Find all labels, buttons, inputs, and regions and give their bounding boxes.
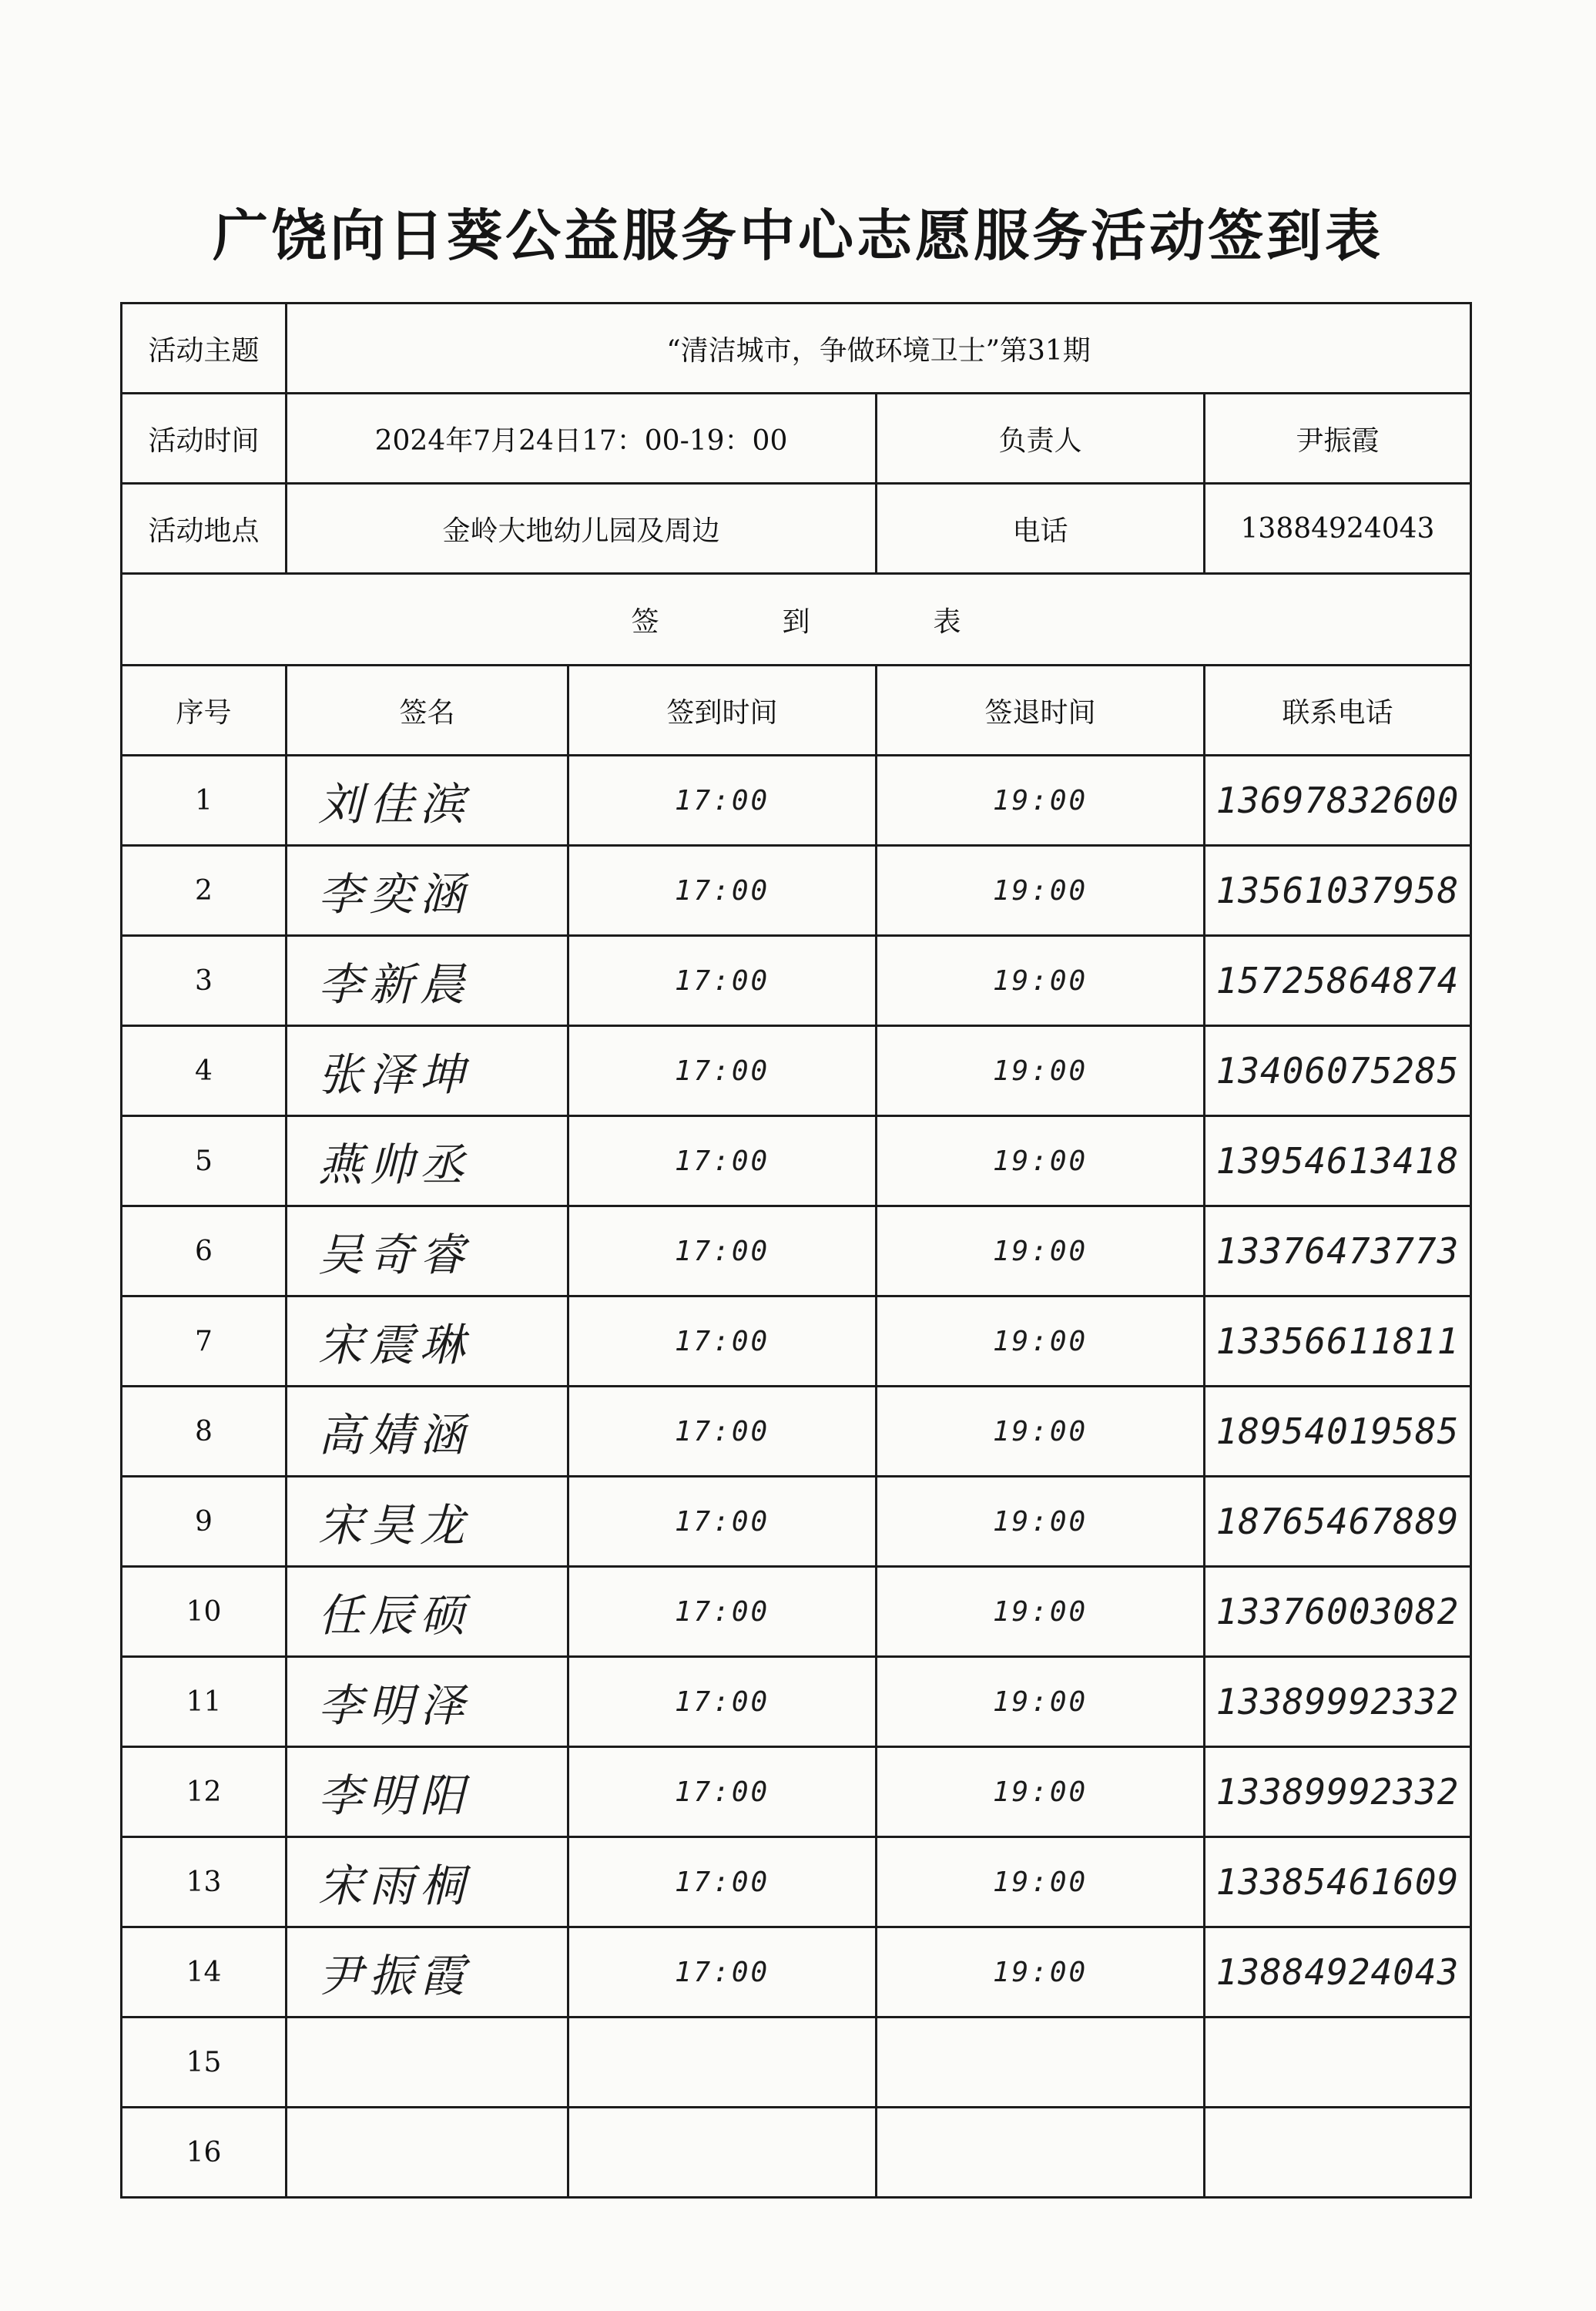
sign-in-time: 17:00: [568, 1567, 877, 1657]
sign-in-time: 17:00: [568, 1927, 877, 2018]
col-header-in: 签到时间: [568, 666, 877, 756]
row-number: 15: [122, 2018, 287, 2108]
leader-value: 尹振霞: [1205, 394, 1471, 484]
sign-in-time: 17:00: [568, 756, 877, 846]
row-number: 7: [122, 1296, 287, 1387]
signature: 刘佳滨: [287, 756, 568, 846]
row-number: 10: [122, 1567, 287, 1657]
place-row: [122, 484, 1471, 574]
table-row: [122, 2018, 1471, 2108]
row-number: 11: [122, 1657, 287, 1747]
contact-phone: 13389992332: [1205, 1657, 1471, 1747]
place-value: 金岭大地幼儿园及周边: [287, 484, 877, 574]
contact-phone: 13561037958: [1205, 846, 1471, 936]
contact-phone: 15725864874: [1205, 936, 1471, 1026]
col-header-out: 签退时间: [877, 666, 1205, 756]
table-row: [122, 1927, 1471, 2018]
signature: 尹振霞: [287, 1927, 568, 2018]
table-row: [122, 1206, 1471, 1296]
row-number: 2: [122, 846, 287, 936]
table-row: [122, 1477, 1471, 1567]
sign-out-time: 19:00: [877, 1747, 1205, 1837]
page-title: 广饶向日葵公益服务中心志愿服务活动签到表: [212, 203, 1383, 268]
signature: 宋雨桐: [287, 1837, 568, 1927]
sign-in-sheet: [120, 302, 1472, 2199]
row-number: 3: [122, 936, 287, 1026]
signature: 任辰硕: [287, 1567, 568, 1657]
sign-in-time: 17:00: [568, 1747, 877, 1837]
sign-in-time: 17:00: [568, 1477, 877, 1567]
sign-in-rows: [122, 756, 1471, 2198]
contact-phone: 13376003082: [1205, 1567, 1471, 1657]
sign-out-time: 19:00: [877, 1296, 1205, 1387]
theme-label: 活动主题: [122, 304, 287, 394]
section-row: [122, 574, 1471, 666]
table-row: [122, 1296, 1471, 1387]
contact-phone: 13697832600: [1205, 756, 1471, 846]
table-row: [122, 1837, 1471, 1927]
sign-out-time: 19:00: [877, 1116, 1205, 1206]
sign-in-time: [568, 2018, 877, 2108]
signature: 李新晨: [287, 936, 568, 1026]
row-number: 4: [122, 1026, 287, 1116]
contact-phone: 13376473773: [1205, 1206, 1471, 1296]
signature: 李奕涵: [287, 846, 568, 936]
sign-out-time: 19:00: [877, 846, 1205, 936]
signature: 宋震琳: [287, 1296, 568, 1387]
sign-in-time: 17:00: [568, 1837, 877, 1927]
table-row: [122, 1116, 1471, 1206]
contact-phone: 13356611811: [1205, 1296, 1471, 1387]
sign-in-time: 17:00: [568, 936, 877, 1026]
phone-label: 电话: [877, 484, 1205, 574]
sign-in-time: 17:00: [568, 1296, 877, 1387]
row-number: 8: [122, 1387, 287, 1477]
theme-row: [122, 304, 1471, 394]
sign-in-time: [568, 2108, 877, 2198]
signature: 张泽坤: [287, 1026, 568, 1116]
sign-in-time: 17:00: [568, 1206, 877, 1296]
sign-out-time: 19:00: [877, 1026, 1205, 1116]
row-number: 12: [122, 1747, 287, 1837]
table-row: [122, 1567, 1471, 1657]
col-header-name: 签名: [287, 666, 568, 756]
table-row: [122, 2108, 1471, 2198]
contact-phone: 13385461609: [1205, 1837, 1471, 1927]
row-number: 9: [122, 1477, 287, 1567]
time-label: 活动时间: [122, 394, 287, 484]
sign-out-time: [877, 2018, 1205, 2108]
signature: 李明泽: [287, 1657, 568, 1747]
row-number: 5: [122, 1116, 287, 1206]
table-row: [122, 1387, 1471, 1477]
sign-out-time: 19:00: [877, 1477, 1205, 1567]
row-number: 6: [122, 1206, 287, 1296]
section-title: 签到表: [122, 574, 1471, 666]
signature: 燕帅丞: [287, 1116, 568, 1206]
row-number: 1: [122, 756, 287, 846]
sign-out-time: 19:00: [877, 1387, 1205, 1477]
sign-out-time: 19:00: [877, 1567, 1205, 1657]
sign-out-time: [877, 2108, 1205, 2198]
sign-out-time: 19:00: [877, 936, 1205, 1026]
col-header-no: 序号: [122, 666, 287, 756]
sign-in-time: 17:00: [568, 1026, 877, 1116]
sign-in-time: 17:00: [568, 846, 877, 936]
sign-out-time: 19:00: [877, 756, 1205, 846]
contact-phone: 18954019585: [1205, 1387, 1471, 1477]
signature: 高婧涵: [287, 1387, 568, 1477]
table-row: [122, 1747, 1471, 1837]
col-header-phone: 联系电话: [1205, 666, 1471, 756]
sign-out-time: 19:00: [877, 1206, 1205, 1296]
table-row: [122, 1657, 1471, 1747]
signature: 宋昊龙: [287, 1477, 568, 1567]
place-label: 活动地点: [122, 484, 287, 574]
signature: 吴奇睿: [287, 1206, 568, 1296]
contact-phone: 13884924043: [1205, 1927, 1471, 2018]
contact-phone: 13389992332: [1205, 1747, 1471, 1837]
row-number: 16: [122, 2108, 287, 2198]
contact-phone: [1205, 2108, 1471, 2198]
theme-value: “清洁城市，争做环境卫士”第31期: [287, 304, 1471, 394]
time-value: 2024年7月24日17：00-19：00: [287, 394, 877, 484]
phone-value: 13884924043: [1205, 484, 1471, 574]
sign-in-time: 17:00: [568, 1657, 877, 1747]
contact-phone: 18765467889: [1205, 1477, 1471, 1567]
signature: [287, 2018, 568, 2108]
column-header-row: [122, 666, 1471, 756]
signature: [287, 2108, 568, 2198]
leader-label: 负责人: [877, 394, 1205, 484]
table-row: [122, 936, 1471, 1026]
row-number: 14: [122, 1927, 287, 2018]
contact-phone: 13954613418: [1205, 1116, 1471, 1206]
sign-in-time: 17:00: [568, 1387, 877, 1477]
sign-out-time: 19:00: [877, 1657, 1205, 1747]
table-row: [122, 846, 1471, 936]
sign-out-time: 19:00: [877, 1837, 1205, 1927]
table-row: [122, 1026, 1471, 1116]
table-row: [122, 756, 1471, 846]
sign-in-time: 17:00: [568, 1116, 877, 1206]
contact-phone: [1205, 2018, 1471, 2108]
time-row: [122, 394, 1471, 484]
contact-phone: 13406075285: [1205, 1026, 1471, 1116]
row-number: 13: [122, 1837, 287, 1927]
signature: 李明阳: [287, 1747, 568, 1837]
sign-out-time: 19:00: [877, 1927, 1205, 2018]
